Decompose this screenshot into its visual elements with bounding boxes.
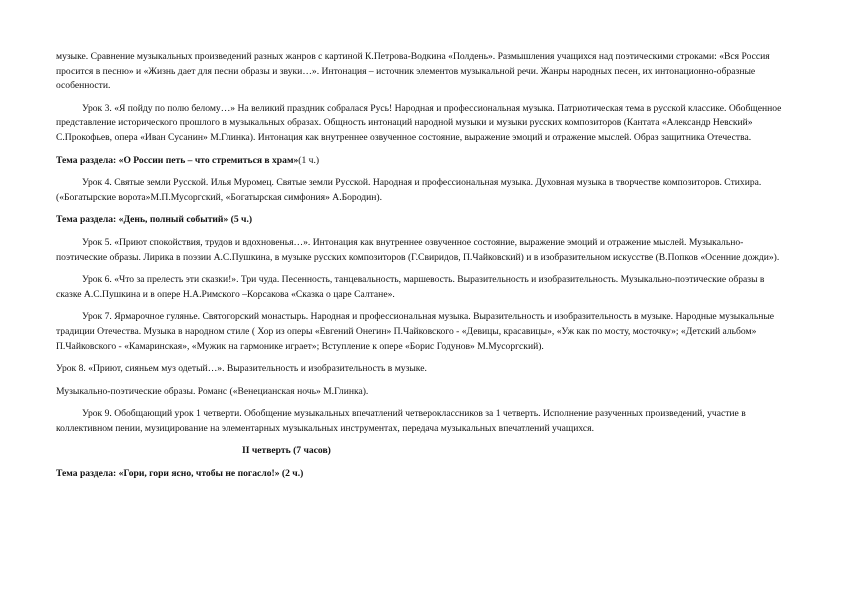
paragraph-lesson-8: Урок 8. «Приют, сияньем муз одетый…». Выразительность и изобразительность в музыке. bbox=[56, 363, 427, 375]
section-hours: (1 ч.) bbox=[298, 154, 320, 166]
section-heading-day bbox=[56, 213, 786, 228]
paragraph-lesson-6: Урок 6. «Что за прелесть эти сказки!». Три чуда. Песенность, танцевальность, маршевость. Выразительность и изобразительность. Музыкально-поэтические образы в сказке А.С.Пушкина и в опере Н.А.Римского –Корсакова «Сказка о царе Салтане». bbox=[56, 274, 765, 300]
section-title: Тема раздела: «Гори, гори ясно, чтобы не погасло!» bbox=[56, 468, 280, 480]
section-heading-burn bbox=[56, 467, 786, 482]
paragraph-lesson-8-cont: Музыкально-поэтические образы. Романс («Венецианская ночь» М.Глинка). bbox=[56, 385, 369, 397]
paragraph-lesson-5: Урок 5. «Приют спокойствия, трудов и вдохновенья…». Интонация как внутреннее озвученное состояние, выражение эмоций и отражение мыслей. Музыкально-поэтические образы. Лирика в поэзии А.С.Пушкина, в музыке русских композиторов (Г.Свиридов, П.Чайковский) и в изобразительном искусстве (В.Попков «Осенние дожди»). bbox=[56, 236, 780, 263]
paragraph-intro: музыке. Сравнение музыкальных произведений разных жанров с картиной К.Петрова-Водкина «Полдень». Размышления учащихся над поэтическими строками: «Вся Россия просится в песню» и «Жизнь дает для песни образы и звуки…». Интонация – источник элементов музыкальной речи. Жанры народных песен, их интонационно-образные особенности. bbox=[56, 51, 770, 92]
section-hours: (2 ч.) bbox=[281, 468, 304, 480]
paragraph-lesson-3: Урок 3. «Я пойду по полю белому…» На великий праздник собралася Русь! Народная и профессиональная музыка. Патриотическая тема в русской классике. Обобщенное представление исторического прошлого в музыкальных образах. Общность интонаций народной музыки и музыки русских композиторов (Кантата «Александр Невский» С.Прокофьев, опера «Иван Сусанин» М.Глинка). Интонация как внутреннее озвученное состояние, выражение эмоций и отражение мыслей. Образ защитника Отечества. bbox=[56, 102, 782, 143]
section-title: Тема раздела: «День, полный событий» bbox=[56, 214, 229, 226]
document-page bbox=[56, 50, 786, 490]
paragraph-lesson-9: Урок 9. Обобщающий урок 1 четверти. Обобщение музыкальных впечатлений четвероклассников за 1 четверть. Исполнение разученных произведений, участие в коллективном пении, музицирование на элементарных музыкальных инструментах, передача музыкальных впечатлений учащихся. bbox=[56, 408, 746, 434]
section-title: Тема раздела: «О России петь – что стремиться в храм» bbox=[56, 154, 299, 166]
section-heading-russia bbox=[56, 154, 786, 169]
quarter-heading: II четверть (7 часов) bbox=[242, 445, 331, 457]
paragraph-lesson-7: Урок 7. Ярмарочное гулянье. Святогорский монастырь. Народная и профессиональная музыка. Выразительность и изобразительность в музыке. Народные музыкальные традиции Отечества. Музыка в народном стиле ( Хор из оперы «Евгений Онегин» П.Чайковского - «Девицы, красавицы», «Уж как по мосту, мосточку»; «Детский альбом» П.Чайковского - «Камаринская», «Мужик на гармонике играет»; Вступление к опере «Борис Годунов» М.Мусоргский). bbox=[56, 311, 775, 352]
section-hours: (5 ч.) bbox=[230, 214, 253, 226]
paragraph-lesson-4: Урок 4. Святые земли Русской. Илья Муромец. Святые земли Русской. Народная и профессиональная музыка. Духовная музыка в творчестве композиторов. Стихира.(«Богатырские ворота»М.П.Мусоргский, «Богатырская симфония» А.Бородин). bbox=[56, 177, 762, 203]
